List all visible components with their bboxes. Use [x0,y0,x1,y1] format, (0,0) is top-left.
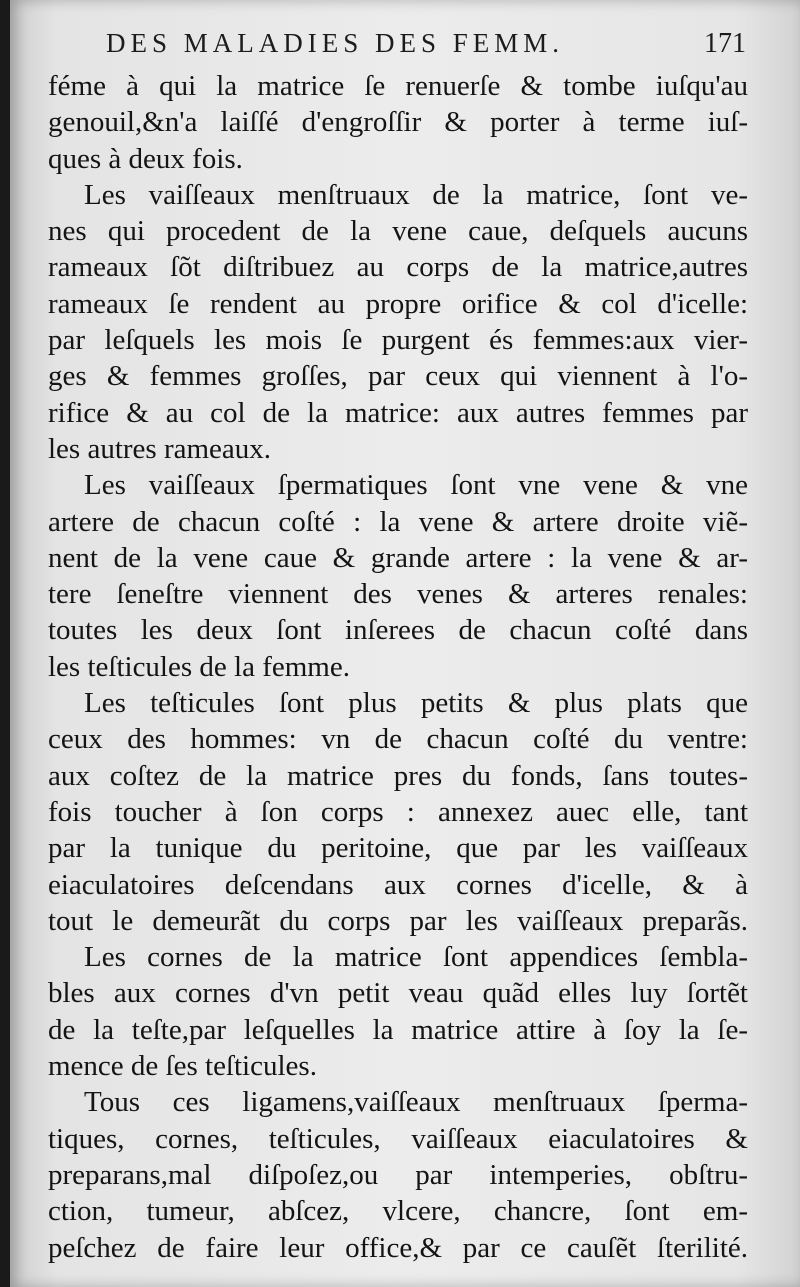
text-line: preparans,mal diſpoſez,ou par intemperies, obſtru- [48,1158,748,1191]
page-number: 171 [704,28,746,59]
paragraph-first-line: Tous ces ligamens,vaiſſeaux menſtruaux ſperma- [84,1086,748,1119]
page-header [10,28,800,68]
book-page [10,0,800,1287]
text-line: nent de la vene caue & grande artere : la vene & ar- [48,541,748,574]
text-line: les teſticules de la femme. [48,650,350,683]
text-line: nes qui procedent de la vene caue, deſquels aucuns [48,215,748,248]
text-line: les autres rameaux. [48,432,272,465]
text-line: rifice & au col de la matrice: aux autres femmes par [48,396,748,429]
paragraph-first-line: Les vaiſſeaux ſpermatiques ſont vne vene & vne [84,469,748,502]
running-head: DES MALADIES DES FEMM. [106,28,565,58]
text-line: tiques, cornes, teſticules, vaiſſeaux eiaculatoires & [48,1122,748,1155]
paragraph-first-line: Les cornes de la matrice ſont appendices ſembla- [84,941,748,974]
text-line: ges & femmes groſſes, par ceux qui viennent à l'o- [48,360,748,393]
paragraph-first-line: Les vaiſſeaux menſtruaux de la matrice, ſont ve- [84,178,748,211]
text-line: ques à deux fois. [48,142,243,175]
text-line: par leſquels les mois ſe purgent és femmes:aux vier- [48,324,748,357]
paragraph-first-line: Les teſticules ſont plus petits & plus plats que [84,687,748,720]
text-line: artere de chacun coſté : la vene & artere droite viẽ- [48,505,748,538]
text-line: mence de ſes teſticules. [48,1050,317,1083]
text-line: de la teſte,par leſquelles la matrice attire à ſoy la ſe- [48,1013,748,1046]
text-line: aux coſtez de la matrice pres du fonds, ſans toutes- [48,759,748,792]
text-line: tere ſeneſtre viennent des venes & arteres renales: [48,578,748,611]
text-line: tout le demeurãt du corps par les vaiſſeaux preparãs. [48,904,748,937]
text-line: féme à qui la matrice ſe renuerſe & tombe iuſqu'au [48,70,748,102]
text-line: peſchez de faire leur office,& par ce cauſẽt ſterilité. [48,1231,748,1264]
text-line: ceux des hommes: vn de chacun coſté du ventre: [48,723,748,756]
body-text [48,68,748,1266]
text-line: bles aux cornes d'vn petit veau quãd elles luy ſortẽt [48,977,748,1010]
text-line: genouil,&n'a laiſſé d'engroſſir & porter à terme iuſ- [48,106,748,139]
text-line: fois toucher à ſon corps : annexez auec elle, tant [48,795,748,828]
text-line: ction, tumeur, abſcez, vlcere, chancre, ſont em- [48,1195,748,1228]
text-line: par la tunique du peritoine, que par les vaiſſeaux [48,832,748,865]
text-line: eiaculatoires deſcendans aux cornes d'icelle, & à [48,868,748,901]
text-line: rameaux ſe rendent au propre orifice & col d'icelle: [48,287,748,320]
text-line: toutes les deux ſont inſerees de chacun coſté dans [48,614,748,647]
text-line: rameaux ſõt diſtribuez au corps de la matrice,autres [48,251,748,284]
